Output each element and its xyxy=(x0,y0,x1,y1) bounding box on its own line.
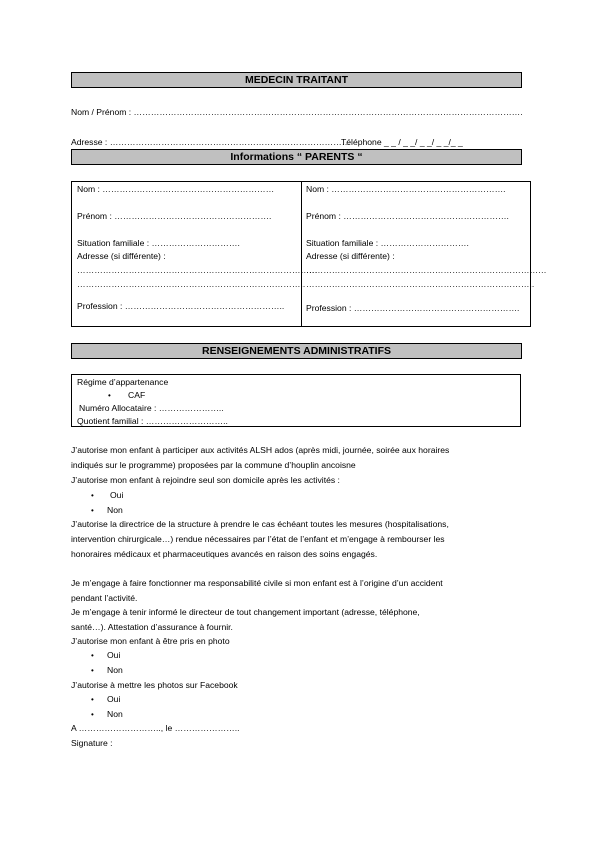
bullet-icon: • xyxy=(91,695,94,704)
parent2-adresse-line1[interactable]: ………………………………………………………………………… xyxy=(306,265,547,275)
authorisation-mesures-line3: honoraires médicaux et pharmaceutiques avancés en raison des soins engagés. xyxy=(71,549,378,559)
section-header-medecin: MEDECIN TRAITANT xyxy=(71,72,522,88)
parent1-profession-field[interactable]: Profession : ……………………………………………….. xyxy=(77,301,285,311)
admin-box xyxy=(71,374,521,427)
parent1-adresse-line2[interactable]: …………………………………………………………………….. xyxy=(77,279,306,289)
authorisation-facebook: J’autorise à mettre les photos sur Facebook xyxy=(71,680,238,690)
parent1-adresse-label: Adresse (si différente) : xyxy=(77,251,166,261)
parent1-situation-field[interactable]: Situation familiale : …………………………. xyxy=(77,238,240,248)
engagement-info-line2: santé…). Attestation d’assurance à fournir. xyxy=(71,622,233,632)
option-oui-retour[interactable]: Oui xyxy=(110,490,124,500)
parents-table xyxy=(71,181,547,327)
parent2-prenom-field[interactable]: Prénom : …………………………………………………. xyxy=(306,211,509,221)
option-non-facebook[interactable]: Non xyxy=(107,709,123,719)
caf-label: CAF xyxy=(128,390,146,400)
bullet-icon: • xyxy=(91,666,94,675)
parent2-situation-field[interactable]: Situation familiale : …………………………. xyxy=(306,238,469,248)
authorisation-mesures-line1: J’autorise la directrice de la structure à prendre le cas échéant toutes les mesures (hospitalisations, xyxy=(71,519,449,529)
medecin-nom-field[interactable]: Nom / Prénom : ………………………………………………………………………………………………………………………. xyxy=(71,107,523,117)
parent2-adresse-line2[interactable]: …………………………………………………………………….. xyxy=(306,279,535,289)
bullet-icon: • xyxy=(91,710,94,719)
signature-label: Signature : xyxy=(71,738,113,748)
engagement-info-line1: Je m’engage à tenir informé le directeur de tout changement important (adresse, téléphone, xyxy=(71,607,420,617)
engagement-rc-line1: Je m’engage à faire fonctionner ma responsabilité civile si mon enfant est à l’origine d’un accident xyxy=(71,578,443,588)
numero-allocataire-field[interactable]: Numéro Allocataire : ………………….. xyxy=(79,403,224,413)
option-non-photo[interactable]: Non xyxy=(107,665,123,675)
authorisation-retour-seul: J’autorise mon enfant à rejoindre seul son domicile après les activités : xyxy=(71,475,340,485)
medecin-telephone-field[interactable]: Téléphone _ _ / _ _/ _ _/ _ _/_ _ xyxy=(341,137,463,147)
option-oui-facebook[interactable]: Oui xyxy=(107,694,121,704)
engagement-rc-line2: pendant l’activité. xyxy=(71,593,138,603)
bullet-icon: • xyxy=(108,391,111,400)
section-header-parents: Informations “ PARENTS “ xyxy=(71,149,522,165)
authorisation-alsh-line1: J’autorise mon enfant à participer aux activités ALSH ados (après midi, journée, soirée aux horaires xyxy=(71,445,450,455)
parent2-profession-field[interactable]: Profession : …………………………………………………. xyxy=(306,303,520,313)
parent2-adresse-label: Adresse (si différente) : xyxy=(306,251,395,261)
authorisation-alsh-line2: indiqués sur le programme) proposées par la commune d’houplin ancoisne xyxy=(71,460,356,470)
quotient-familial-field[interactable]: Quotient familial : ……………………….. xyxy=(77,416,228,426)
authorisation-photo: J’autorise mon enfant à être pris en photo xyxy=(71,636,230,646)
parent1-prenom-field[interactable]: Prénom : ………………………………………………. xyxy=(77,211,272,221)
parent1-nom-field[interactable]: Nom : …………………………………………………… xyxy=(77,184,275,194)
parents-divider xyxy=(301,182,302,326)
medecin-adresse-field[interactable]: Adresse : ………………………………………………………………………… xyxy=(71,137,351,147)
lieu-date-field[interactable]: A ……………………….., le ………………….. xyxy=(71,723,240,733)
option-non-retour[interactable]: Non xyxy=(107,505,123,515)
authorisation-mesures-line2: intervention chirurgicale…) rendue nécessaires par l’état de l’enfant et m’engage à rembourser les xyxy=(71,534,445,544)
bullet-icon: • xyxy=(91,651,94,660)
section-header-admin: RENSEIGNEMENTS ADMINISTRATIFS xyxy=(71,343,522,359)
bullet-icon: • xyxy=(91,491,94,500)
regime-label: Régime d’appartenance xyxy=(77,377,169,387)
bullet-icon: • xyxy=(91,506,94,515)
option-oui-photo[interactable]: Oui xyxy=(107,650,121,660)
parent1-adresse-line1[interactable]: ………………………………………………………………………… xyxy=(77,265,318,275)
parent2-nom-field[interactable]: Nom : ……………………………………………………. xyxy=(306,184,506,194)
